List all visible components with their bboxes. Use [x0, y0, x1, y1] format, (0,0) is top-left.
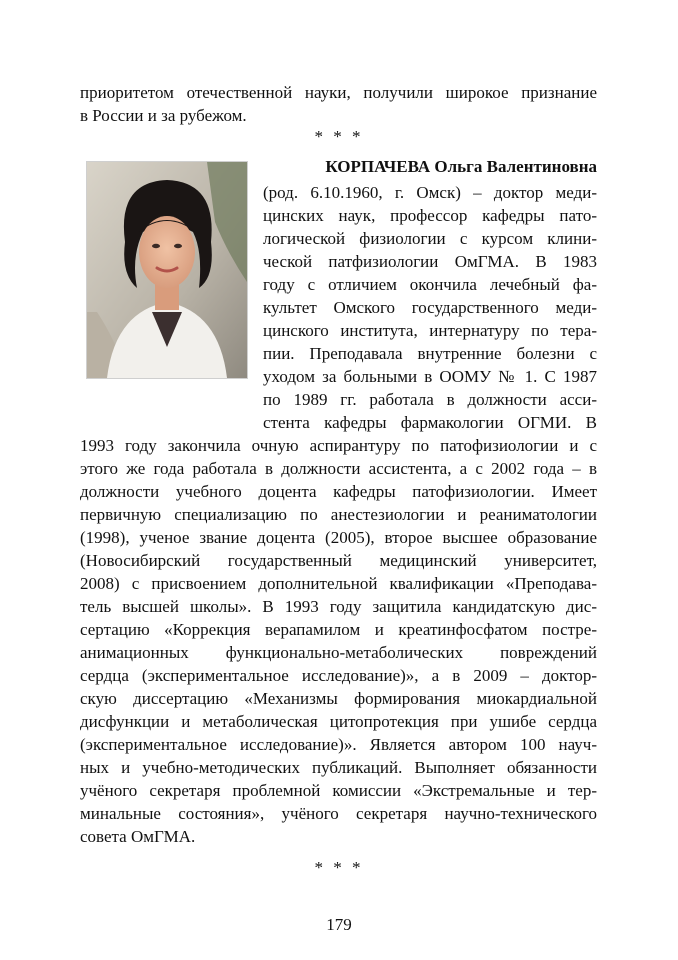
text-line: стента кафедры фармакологии ОГМИ. В	[263, 413, 597, 432]
section-separator: * * *	[314, 127, 364, 146]
text-line: цинского института, интернатуру по тера-	[263, 321, 597, 340]
text-line: (Новосибирский государственный медицинский университет,	[80, 551, 597, 570]
text-line: пии. Преподавала внутренние болезни с	[263, 344, 597, 363]
text-line: культет Омского государственного меди-	[263, 298, 597, 317]
text-line: логической физиологии с курсом клини-	[263, 229, 597, 248]
text-line: в России и за рубежом.	[80, 106, 247, 125]
text-line: уходом за больными в ООМУ № 1. С 1987	[263, 367, 597, 386]
text-line: дисфункции и метаболическая цитопротекция при ушибе сердца	[80, 712, 597, 731]
text-line: тель высшей школы». В 1993 году защитила кандидатскую дис-	[80, 597, 597, 616]
text-line: (1998), ученое звание доцента (2005), второе высшее образование	[80, 528, 597, 547]
page-number: 179	[326, 915, 352, 934]
text-line: по 1989 гг. работала в должности асси-	[263, 390, 597, 409]
text-line: первичную специализацию по анестезиологии и реаниматологии	[80, 505, 597, 524]
section-separator: * * *	[314, 858, 364, 877]
text-line: сертацию «Коррекция верапамилом и креатинфосфатом постре-	[80, 620, 597, 639]
text-line: 2008) с присвоением дополнительной квалификации «Преподава-	[80, 574, 597, 593]
person-name: КОРПАЧЕВА Ольга Валентиновна	[325, 157, 597, 176]
text-line: 1993 году закончила очную аспирантуру по патофизиологии и с	[80, 436, 597, 455]
text-line: ных и учебно-методических публикаций. Выполняет обязанности	[80, 758, 597, 777]
portrait-photo	[86, 161, 248, 379]
text-line: ческой патфизиологии ОмГМА. В 1983	[263, 252, 597, 271]
text-line: (экспериментальное исследование)». Является автором 100 науч-	[80, 735, 597, 754]
text-line: цинских наук, профессор кафедры пато-	[263, 206, 597, 225]
portrait-image	[87, 162, 247, 378]
text-line: должности учебного доцента кафедры патофизиологии. Имеет	[80, 482, 597, 501]
text-line: этого же года работала в должности ассистента, а с 2002 года – в	[80, 459, 597, 478]
text-line: совета ОмГМА.	[80, 827, 196, 846]
text-line: анимационных функционально-метаболических повреждений	[80, 643, 597, 662]
text-line: минальные состояния», учёного секретаря научно-технического	[80, 804, 597, 823]
text-line: приоритетом отечественной науки, получили широкое признание	[80, 83, 597, 102]
text-line: учёного секретаря проблемной комиссии «Экстремальные и тер-	[80, 781, 597, 800]
text-line: скую диссертацию «Механизмы формирования миокардиальной	[80, 689, 597, 708]
text-line: (род. 6.10.1960, г. Омск) – доктор меди-	[263, 183, 597, 202]
text-line: году с отличием окончила лечебный фа-	[263, 275, 597, 294]
text-line: сердца (экспериментальное исследование)», а в 2009 – доктор-	[80, 666, 597, 685]
